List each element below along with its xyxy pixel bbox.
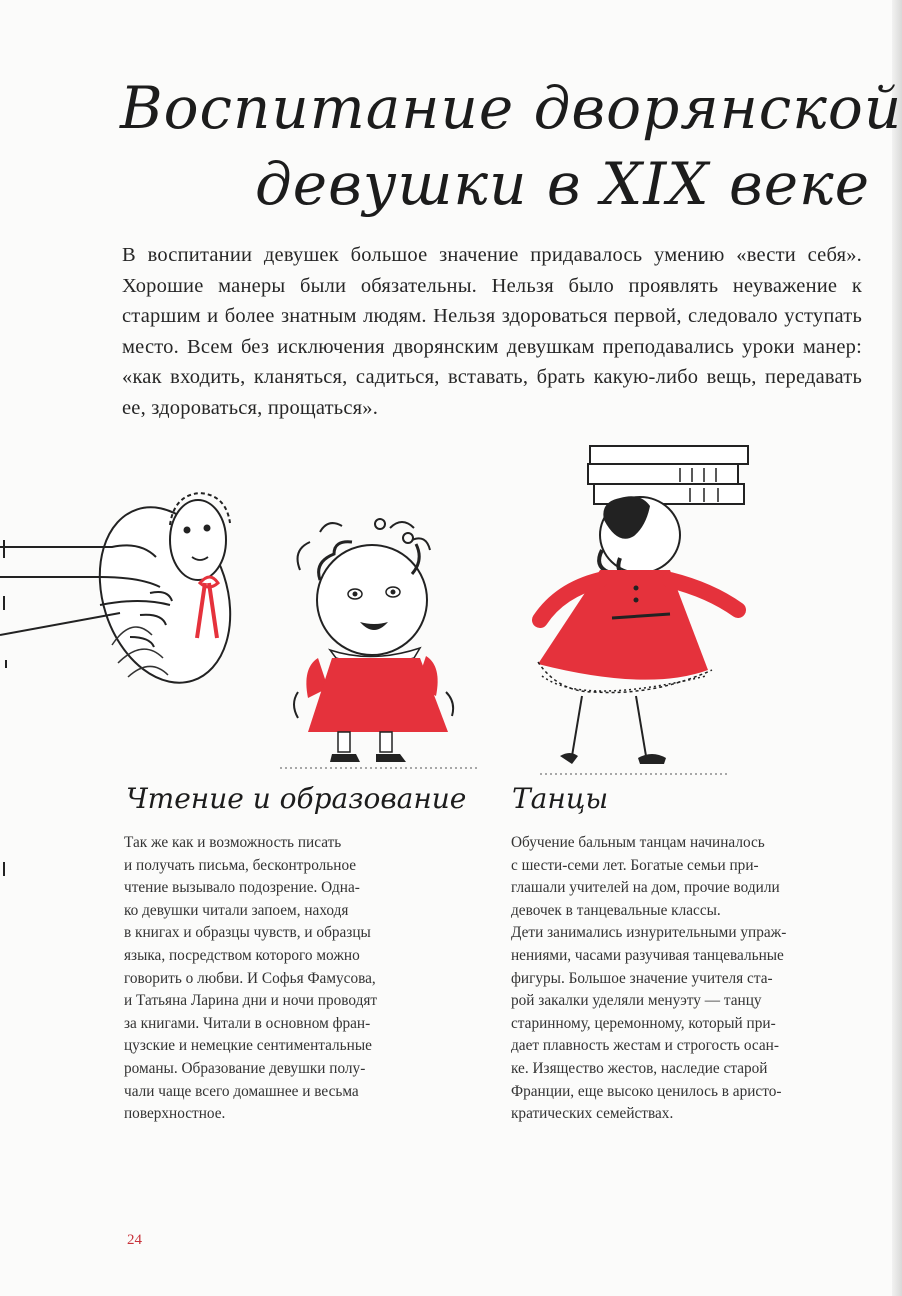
title-line-1: Воспитание дворянской bbox=[120, 74, 902, 142]
intro-paragraph: В воспитании девушек большое значение придавалось умению «вести себя». Хорошие манеры были обязательны. Нельзя было проявлять неуважение к старшим и более знатным людям. Нельзя здороваться первой, следовало уступать место. Всем без исключения дворянским девушкам преподавались уроки манер: «как входить, кланяться, садиться, вставать, брать какую-либо вещь, передавать ее, здороваться, прощаться». bbox=[122, 244, 862, 419]
girl-red-dress-illustration bbox=[280, 510, 480, 775]
column-heading-reading: Чтение и образование bbox=[126, 782, 467, 815]
page-title bbox=[100, 62, 902, 232]
column-text-dances: Обучение бальным танцам начиналось с шести-семи лет. Богатые семьи при- глашали учителей на дом, прочие водили девочек в танцевальные классы. Дети занимались изнурительными упраж- нениями, часами разучивая танцевальные фигуры. Большое значение учителя ста- рой закалки уделяли менуэту — танцу старинному, церемонному, который при- дает плавность жестам и строгость осан- ке. Изящество жестов, наследие старой Франции, еще высоко ценилось в аристо- кратических семействах. bbox=[511, 834, 787, 1123]
doll-in-hands-illustration bbox=[0, 485, 240, 695]
page-number: 24 bbox=[127, 1232, 142, 1248]
title-line-2: девушки в XIX веке bbox=[255, 150, 871, 218]
margin-marks bbox=[0, 0, 20, 900]
page-edge bbox=[892, 0, 902, 1296]
dancing-girl-books-illustration bbox=[520, 440, 760, 780]
column-heading-dances: Танцы bbox=[512, 782, 609, 815]
column-text-reading: Так же как и возможность писать и получать письма, бесконтрольное чтение вызывало подозрение. Одна- ко девушки читали запоем, находя в книгах и образцы чувств, и образцы языка, посредством которого можно говорить о любви. И Софья Фамусова, и Татьяна Ларина дни и ночи проводят за книгами. Читали в основном фран- цузские и немецкие сентиментальные романы. Образование девушки полу- чали чаще всего домашнее и весьма поверхностное. bbox=[124, 834, 378, 1123]
